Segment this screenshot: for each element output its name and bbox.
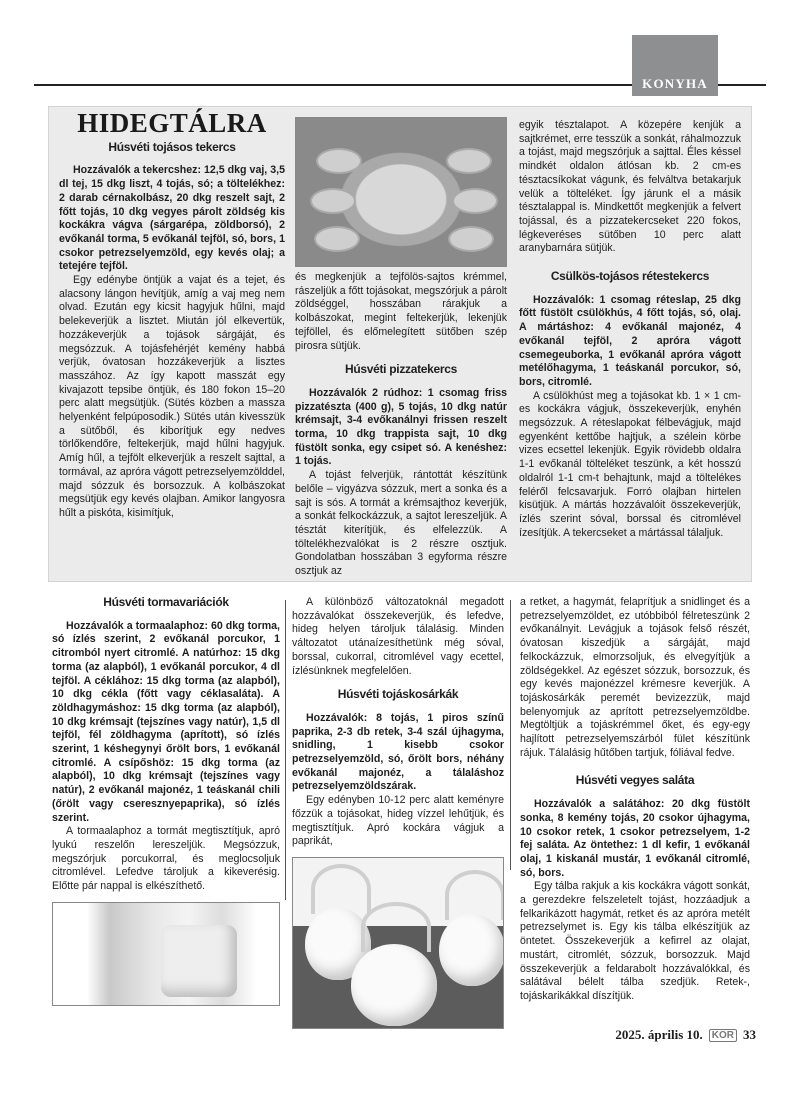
recipe-method-cont: és megkenjük a tejfölös-sajtos krémmel, rászeljük a főtt tojásokat, megszórjuk a párolt zöldséggel, hosszában rárakjuk a kolbászokat, megint feltekerjük, lekenjük tejföllel, és előmelegített sütőben szép pirosra sütjük. <box>295 271 507 352</box>
pickle-slice <box>310 188 356 214</box>
lower-column-1 <box>52 596 280 1006</box>
featured-recipes-box <box>48 106 752 582</box>
pickle-slice <box>316 148 362 174</box>
recipe-ingredients: Hozzávalók a tormaalaphoz: 60 dkg torma, só ízlés szerint, 2 evőkanál porcukor, 1 citromból nyert citromlé. A natúrhoz: 15 dkg torma (az alapból), 1 evőkanál porcukor, 4 dl tejföl. A céklához: 15 dkg torma (az alapból), 10 dkg cékla (főtt vagy céklasaláta). A zöldhagymáshoz: 15 dkg torma (az alapból), 10 dkg krémsajt (tejszínes vagy natúr), 1,5 dl tejföl, fél zöldhagyma (aprított), só ízlés szerint, 1 késhegynyi őrölt bors, 1 evőkanál citromlé. A csípőshöz: 15 dkg torma (az alapból), 10 dkg krémsajt (tejszínes vagy natúr), 2 evőkanál majonéz, 1 teáskanál chili (őrölt vagy cseresznyepaprika), só ízlés szerint. <box>52 619 280 824</box>
page-footer <box>615 1027 756 1043</box>
column-divider <box>285 600 286 900</box>
lower-column-3 <box>520 596 750 1004</box>
recipe-ingredients: Hozzávalók: 1 csomag réteslap, 25 dkg főtt füstölt csülökhús, 4 főtt tojás, só, olaj. A mártáshoz: 4 evőkanál majonéz, 4 evőkanál tejföl, 2 apróra vágott csemegeuborka, 1 evőkanál apróra vágott metélőhagyma, 1 teáskanál porcukor, só, bors, citromlé. <box>519 293 741 388</box>
recipe-method-cont: a retket, a hagymát, felaprítjuk a snidlinget és a petrezselyemzöldet, ez utóbbiból félreteszünk 2 evőkanálnyit. Levágjuk a tojások felső részét, óvatosan kiszedjük a sárgáját, majd felkockázzuk, elmorzsoljuk, és elvegyítjük a zöldségekkel. Az egészet sózzuk, borsozzuk, és egy kevés majonézzel krémesre keverjük. A tojáskosárkák peremét bevizezzük, majd belenyomjuk az aprított petrezselyemzöldbe. Megtöltjük a tojáskrémmel őket, és egy-egy hajlított petrezselyemszárból fület készítünk rájuk. Tálalásig hűtőben tartjuk, fóliával fedve. <box>520 596 750 759</box>
photo-horseradish <box>52 902 280 1006</box>
section-label: KONYHA <box>642 76 708 91</box>
box-column-3 <box>519 119 741 540</box>
recipe-ingredients: Hozzávalók a tekercshez: 12,5 dkg vaj, 3,5 dl tej, 15 dkg liszt, 4 tojás, só; a töltelékhez: 2 darab cérnakolbász, 20 dkg reszelt sajt, 2 főtt tojás, 10 dkg vegyes párolt zöldség kis kockákra vágva (sárgarépa, zöldborsó), 2 evőkanál torma, 5 evőkanál tejföl, só, bors, 1 csokor petrezselyemzöld, egy kevés olaj; a tetejére tejföl. <box>59 164 285 273</box>
recipe-method-cont: egyik tésztalapot. A közepére kenjük a sajtkrémet, erre tesszük a sonkát, ráhalmozzuk a tojást, majd megszórjuk a sajttal. Éles késsel mindkét oldalon átlósan kb. 2 cm-es tésztacsíkokat vágunk, és felváltva betakarjuk velük a tölteléket. Így járunk el a másik tésztalappal is. Mindkettőt megkenjük a felvert tojással, és a pizzatekercseket 220 fokos, légkeveréses sütőben 10 perc alatt aranybarnára sütjük. <box>519 119 741 255</box>
recipe-title: Húsvéti pizzatekercs <box>344 362 458 377</box>
recipe-method: A tormaalaphoz a tormát megtisztítjuk, apró lyukú reszelőn lereszeljük. Megsózzuk, megszórjuk porcukorral, és meglocsoljuk citromlével. Lefedve tároljuk a kikeverésig. Előtte pár nappal is elkészíthető. <box>52 825 280 893</box>
page-title: HIDEGTÁLRA <box>77 108 267 138</box>
photo-egg-roll <box>295 117 507 267</box>
recipe-ingredients: Hozzávalók a salátához: 20 dkg füstölt sonka, 8 kemény tojás, 20 csokor újhagyma, 10 csokor retek, 1 csokor petrezselyem, 1-2 fej saláta. Az öntethez: 1 dl kefir, 1 evőkanál olaj, 1 kiskanál mustár, 1 evőkanál citromlé, só, bors. <box>520 798 750 879</box>
recipe-method: Egy edényben 10-12 perc alatt keményre főzzük a tojásokat, hideg vízzel lehűtjük, és megtisztítjuk. Apró kockára vágjuk a paprikát, <box>292 794 504 848</box>
recipe-title: Húsvéti tojásos tekercs <box>108 139 236 154</box>
recipe-ingredients: Hozzávalók: 8 tojás, 1 piros színű paprika, 2-3 db retek, 3-4 szál újhagyma, snidling, 1 kisebb csokor petrezselyemzöld, só, őrölt bors, néhány evőkanál majonéz, a tálaláshoz petrezselyemzöldszárak. <box>292 711 504 793</box>
lower-column-2 <box>292 596 504 1029</box>
box-column-1 <box>59 107 285 521</box>
recipe-method: Egy tálba rakjuk a kis kockákra vágott sonkát, a gerezdekre felszeletelt tojást, hozzáadjuk a felkarikázott hagymát, retket és az apróra metélt petrezselymet is. Egy kis tálba elkészítjük az öntetet. Összekeverjük a kefirrel az olajat, mustárt, citromlét, sózzuk, borsozzuk. Majd összekeverjük a feldarabolt hozzávalókkal, és salátával bélelt tálba szedjük. Retek-, tojáskarikákkal díszítjük. <box>520 880 750 1002</box>
magazine-logo: KÖR <box>709 1029 737 1042</box>
horseradish-jar <box>161 925 237 997</box>
egg-basket <box>439 914 504 986</box>
section-tab <box>632 35 718 96</box>
pickle-slice <box>452 188 498 214</box>
egg-basket <box>351 944 437 1026</box>
photo-egg-baskets <box>292 857 504 1029</box>
recipe-method: Egy edénybe öntjük a vajat és a tejet, és alacsony lángon hevítjük, amíg a vaj meg nem olvad. Ezután egy kicsit hagyjuk hűlni, majd belekeverjük a lisztet. Miután jól elkevertük, hozzákeverjük a tojások sárgáját, és megsózzuk. A tojásfehérjét kemény habbá verjük, óvatosan hozzákeverjük a lisztes masszához. Az így kapott masszát egy kivajazott tepsibe öntjük, és 180 fokon 15–20 perc alatt megsütjük. (Sütés közben a massza helyenként felpúposodik.) Sütés után kivesszük a sütőből, és kiborítjuk egy nedves törlőkendőre, feltekerjük, majd hűlni hagyjuk. Amíg hűl, a tejfölt elkeverjük a reszelt sajttal, a tormával, az apróra vágott petrezselyemzölddel, majd sózzuk és borsozzuk. A kolbászokat megsütjük egy kevés olajban. Amikor langyosra hűlt a piskóta, kisimítjuk, <box>59 274 285 519</box>
parsley-handle <box>445 870 504 920</box>
recipe-method: A tojást felverjük, rántottát készítünk belőle – vigyázva sózzuk, mert a sonka és a sajt is sós. A tormát a krémsajthoz keverjük, a sonkát felkockázzuk, a sajtot lereszeljük. A tésztát kiterítjük, és elfelezzük. A töltelékhezvalókat is 2 részre osztjuk. Gondolatban hosszában 3 egyforma részre osztjuk az <box>295 469 507 578</box>
recipe-title: Húsvéti tormavariációk <box>103 595 229 609</box>
recipe-ingredients: Hozzávalók 2 rúdhoz: 1 csomag friss pizzatészta (400 g), 5 tojás, 10 dkg natúr krémsajt, 3-4 evőkanálnyi frissen reszelt torma, 10 dkg trappista sajt, 10 dkg füstölt sonka, egy csipet só. A kenéshez: 1 tojás. <box>295 386 507 468</box>
recipe-method-cont: A különböző változatoknál megadott hozzávalókat összekeverjük, és lefedve, hideg helyen tároljuk tálalásig. Minden változatot utánaízesíthetünk még sóval, borssal, cukorral, citromlével vagy ecettel, ízlésünknek megfelelően. <box>292 596 504 677</box>
parsley-handle <box>311 864 371 914</box>
pickle-slice <box>314 226 360 252</box>
recipe-method: A csülökhúst meg a tojásokat kb. 1 × 1 cm-es kockákra vágjuk, összekeverjük, enyhén megsózzuk. A réteslapokat félbevágjuk, majd egyenként kettőbe hajtjuk, a szélein körbe vizes ecsettel lekenjük. Egyik rövidebb oldalra 1-1 evőkanál tölteléket teszünk, a két hosszú oldalról 1-1 cm-t behajtunk, majd a töltelékes feléről felcsavarjuk. Forró olajban hirtelen kisütjük. A mártás hozzávalóit összekeverjük, ízlés szerint sóval, borssal és citromlével ízesítjük. A tekercseket a mártással tálaljuk. <box>519 389 741 539</box>
recipe-title: Csülkös-tojásos rétestekercs <box>550 269 710 284</box>
recipe-title: Húsvéti tojáskosárkák <box>337 687 459 702</box>
pickle-slice <box>446 148 492 174</box>
parsley-handle <box>361 902 431 952</box>
column-divider <box>510 600 511 870</box>
issue-date: 2025. április 10. <box>615 1027 703 1042</box>
recipe-title: Húsvéti vegyes saláta <box>575 773 695 788</box>
box-column-2 <box>295 117 507 579</box>
page-number: 33 <box>743 1027 756 1042</box>
pickle-slice <box>448 226 494 252</box>
